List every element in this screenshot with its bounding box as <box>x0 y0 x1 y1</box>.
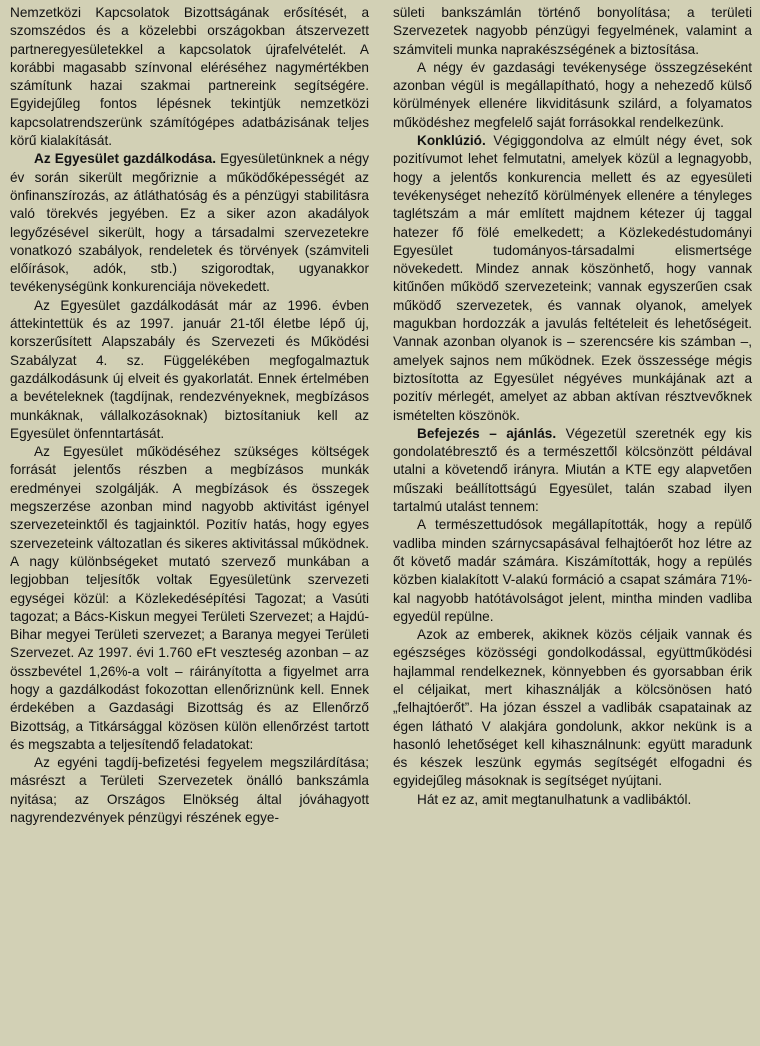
paragraph-bylaws: Az Egyesület gazdálkodását már az 1996. évben áttekintettük és az 1997. január 21-től életbe lépő új, korszerűsített Alapszabály és Szervezeti és Működési Szabályzat 4. sz. Függelékében megfogalmaztuk gazdálkodásunk új elveit és gyakorlatát. Ennek értelmében a bevételeknek (tagdíjnak, rendezvényeknek, megbízásos munkáknak, vállalkozásoknak) biztosítaniuk kell az Egyesület önfenntartását. <box>10 297 369 441</box>
paragraph-membership-fee: Az egyéni tagdíj-befizetési fegyelem megszilárdítása; másrészt a Területi Szervezetek önálló bankszámla nyitása; az Országos Elnökség által jóváhagyott nagyrendezvények pénzügyi részének egye- <box>10 755 369 826</box>
paragraph-management <box>10 150 369 296</box>
paragraph-conclusion <box>393 132 752 425</box>
paragraph-final: Hát ez az, amit megtanulhatunk a vadlibáktól. <box>417 791 692 807</box>
paragraph-wild-geese: A természettudósok megállapították, hogy a repülő vadliba minden szárnycsapásával felhajtóerőt hoz létre az őt követő madár számára. Kiszámították, hogy a repülés közben kialakított V-alakú formáció a csapat számára 71%-kal nagyobb hatótávolságot jelent, mintha minden vadliba egyedül repülne. <box>393 517 752 624</box>
paragraph-bank-account: sületi bankszámlán történő bonyolítása; a területi Szervezetek nagyobb pénzügyi fegyelmének, valamint a számviteli munka naprakészségének a biztosítása. <box>393 5 752 57</box>
paragraph-summary: A négy év gazdasági tevékenysége összegzéseként azonban végül is megállapítható, hogy a nehezedő külső körülmények ellenére likviditásunk szilárd, a folyamatos működéshez megfelelő saját forrásokkal rendelkezünk. <box>393 59 752 130</box>
paragraph-management-text: Egyesületünknek a négy év során sikerült megőriznie a működőképességét az önfinanszírozás, az átláthatóság és a pénzügyi stabilitásra való törekvés jegyében. Ez a siker azon akadályok legyőzésével sikerült, hogy a társadalmi szervezetekre vonatkozó szabályok, rendeletek és törvények (számviteli előírások, adók, stb.) szigorodtak, ugyanakkor tevékenységünk konkurenciája növekedett. <box>10 151 370 295</box>
left-column <box>10 4 369 1046</box>
paragraph-conclusion-text: Végiggondolva az elmúlt négy évet, sok pozitívumot lehet felmutatni, amelyek közül a legnagyobb, hogy a jelentős konkurencia mellett és az egyesületi tevékenységet nehezítő körülmények ellenére a tényleges taglétszám a már említett majdnem kétezer új taggal hatezer fő fölé emelkedett; a Közlekedéstudományi Egyesület tudományos-társadalmi elismertsége növekedett. Mindez annak köszönhető, hogy vannak kitűnően működő szervezeteink; vannak egyszerűen csak működő szervezetek, és vannak olyanok, amelyek magukban hordozzák a javulás feltételeit és lehetőségeit. Vannak azonban olyanok is – szerencsére kis számban –, amelyek sajnos nem működnek. Ezek összessége mégis biztosította az Egyesület négyéves munkájának azt a pozitív mérlegét, amelyet az abban aktívan résztvevőknek ismételten köszönök. <box>393 133 752 423</box>
paragraph-costs: Az Egyesület működéséhez szükséges költségek forrását jelentős részben a megbízásos munkák eredményei szolgálják. A megbízások és összegek megszerzése azonban mind nagyobb aktivitást igényel szervezeteinktől és tagjainktól. Pozitív hatás, hogy egyes szervezeteink változatlan és sikeres aktivitással működnek. A nagy különbségeket mutató szervező munkában a legjobban teljesítők voltak Egyesületünk szervezeti egységei közül: a Közlekedésépítési Tagozat; a Vasúti tagozat; a Bács-Kiskun megyei Területi Szervezet; a Hajdú-Bihar megyei Területi szervezet; a Baranya megyei Területi Szervezet. Az 1997. évi 1.760 eFt veszteség azonban – az összbevétel 1,26%-a volt – ráirányította a figyelmet arra hogy a gazdálkodást fokozottan ellenőriznünk kell. Ennek érdekében a Gazdasági Bizottság és az Ellenőrző Bizottság, a Titkársággal közösen külön ellenőrzést tartott és megszabta a teljesítendő feladatokat: <box>10 444 369 752</box>
paragraph-closing-text: Végezetül szeretnék egy kis gondolatébresztő és a természettől kölcsönzött példával utalni a követendő irányra. Miután a KTE egy alapvetően műszaki beállítottságú Egyesület, talán szabad ilyen tartalmú utalást tennem: <box>393 425 752 515</box>
paragraph-community: Azok az emberek, akiknek közös céljaik vannak és egészséges közösségi gondolkodással, együttműködési hajlammal rendelkeznek, könnyebben és gyorsabban érik el céljaikat, mert kihasználják a kölcsönösen ható „felhajtóerőt”. Ha józan ésszel a vadlibák csapatainak az égen látható V alakjára gondolunk, akkor nekünk is a hasonló lehetőséget kell kihasználnunk: együtt maradunk és készek leszünk egymás segítségét elfogadni és egyidejűleg másoknak is segítséget nyújtani. <box>393 627 752 789</box>
section-heading-management: Az Egyesület gazdálkodása. <box>34 151 217 167</box>
paragraph-closing <box>393 425 752 516</box>
paragraph-international-relations: Nemzetközi Kapcsolatok Bizottságának erősítését, a szomszédos és a közelebbi országokban átszervezett partneregyesületekkel a kapcsolatok újrafelvételét. A korábbi magasabb színvonal eléréséhez nagymértékben számítunk hazai szakmai partnereink segítségére. Egyidejűleg fontos lépésnek tekintjük nemzetközi kapcsolatrendszerünk számítógépes adatbázisának teljes körű kialakítását. <box>10 5 369 149</box>
right-column <box>393 4 752 1046</box>
section-heading-closing: Befejezés – ajánlás. <box>417 425 557 441</box>
section-heading-conclusion: Konklúzió. <box>417 133 486 149</box>
